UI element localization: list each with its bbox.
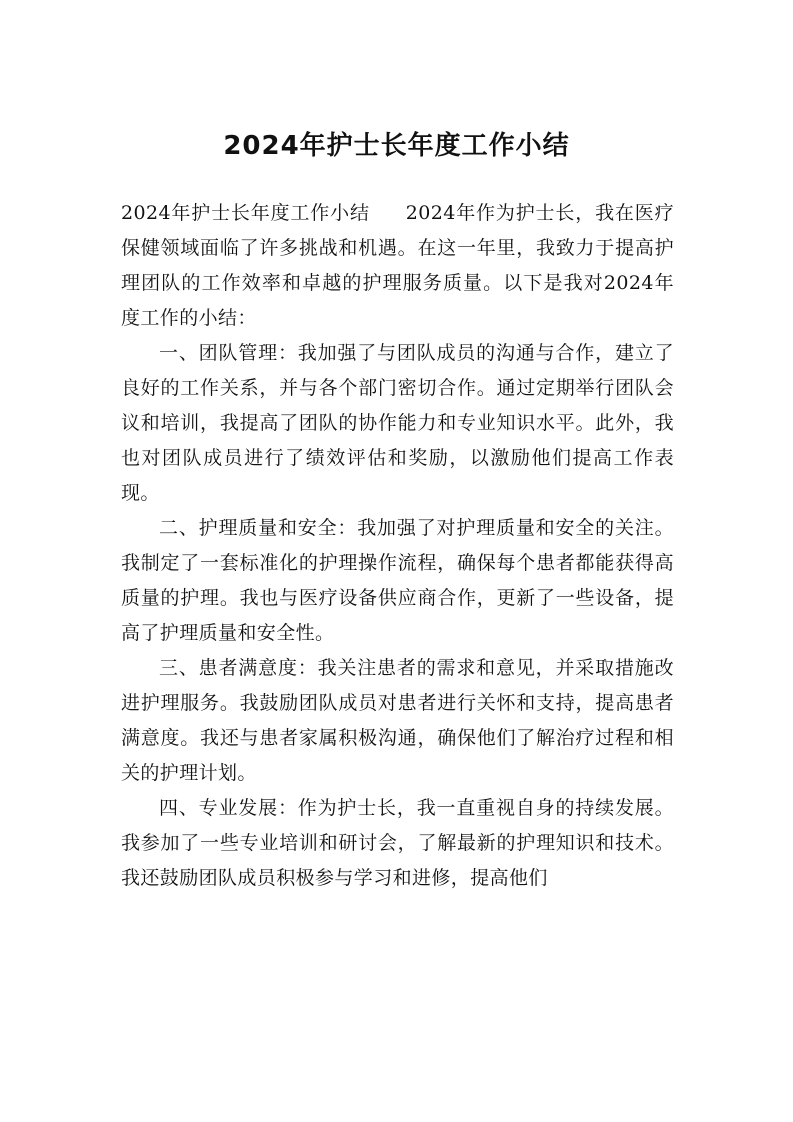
paragraph-quality-safety: 二、护理质量和安全：我加强了对护理质量和安全的关注。我制定了一套标准化的护理操作流程，确保每个患者都能获得高质量的护理。我也与医疗设备供应商合作，更新了一些设备，提高了护理质量和安全性。	[121, 517, 674, 644]
intro-text: 2024年作为护士长，我在医疗保健领域面临了许多挑战和机遇。在这一年里，我致力于提高护理团队的工作效率和卓越的护理服务质量。以下是我对2024年度工作的小结：	[121, 202, 674, 329]
document-body	[121, 196, 674, 896]
paragraph-professional-development: 四、专业发展：作为护士长，我一直重视自身的持续发展。我参加了一些专业培训和研讨会，了解最新的护理知识和技术。我还鼓励团队成员积极参与学习和进修，提高他们	[121, 797, 674, 889]
paragraph-patient-satisfaction: 三、患者满意度：我关注患者的需求和意见，并采取措施改进护理服务。我鼓励团队成员对患者进行关怀和支持，提高患者满意度。我还与患者家属积极沟通，确保他们了解治疗过程和相关的护理计划。	[121, 657, 674, 784]
paragraph-team-management: 一、团队管理：我加强了与团队成员的沟通与合作，建立了良好的工作关系，并与各个部门密切合作。通过定期举行团队会议和培训，我提高了团队的协作能力和专业知识水平。此外，我也对团队成员进行了绩效评估和奖励，以激励他们提高工作表现。	[121, 342, 674, 504]
document-title: 2024年护士长年度工作小结	[223, 131, 570, 161]
intro-paragraph	[121, 196, 674, 336]
intro-heading: 2024年护士长年度工作小结	[121, 202, 370, 224]
